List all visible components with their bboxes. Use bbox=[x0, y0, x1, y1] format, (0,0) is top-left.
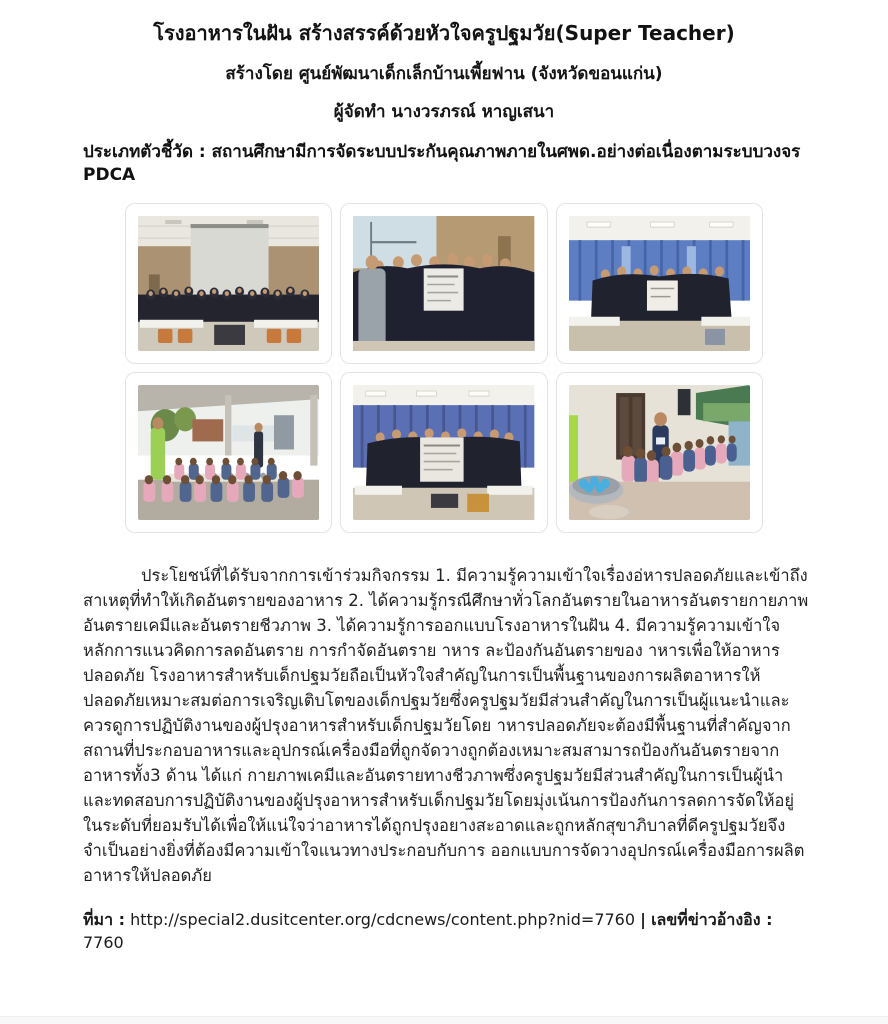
photo-group-display-board bbox=[353, 385, 534, 520]
photo-meeting-hall-group bbox=[138, 216, 319, 351]
photo-card-5[interactable] bbox=[340, 372, 547, 533]
source-url-link[interactable]: http://special2.dusitcenter.org/cdcnews/content.php?nid=7760 bbox=[130, 910, 636, 930]
document-header bbox=[0, 0, 888, 187]
benefits-paragraph: ประโยชน์ที่ได้รับจากการเข้าร่วมกิจกรรม 1. มีความรู้ความเข้าใจเรื่องอ่หารปลอดภัยและเข้าถึงสาเหตุที่ทำให้เกิดอันตรายของอาหาร 2. ได้ความรู้กรณีศึกษาทั่วโลกอันตรายในอาหารอันตรายกายภาพอันตรายเคมีและอันตรายชีวภาพ 3. ได้ความรู้การออกแบบโรงอาหารในฝัน 4. มีความรู้ความเข้าใจหลักการแนวคิดการลดอันตราย การกำจัดอันตราย าหาร ละป้องกันอันตรายของ าหารเพื่อให้อาหารปลอดภัย โรงอาหารสำหรับเด็กปฐมวัยถือเป็นหัวใจสำคัญในการเป็นพื้นฐานของการผลิตอาหารให้ปลอดภัยเหมาะสมต่อการเจริญเติบโตของเด็กปฐมวัยซึ่งครูปฐมวัยมีส่วนสำคัญในการเป็นผู้แนะนำและควรดูการปฏิบัติงานของผู้ปรุงอาหารสำหรับเด็กปฐมวัยโดย าหารปลอดภัยจะต้องมีพื้นฐานที่สำคัญจากสถานที่ประกอบอาหารและอุปกรณ์เครื่องมือที่ถูกจัดวางถูกต้องเหมาะสมสามารถป้องกันอันตรายจากอาหารทั้ง3 ด้าน ได้แก่ กายภาพเคมีและอันตรายทางชีวภาพซึ่งครูปฐมวัยมีส่วนสำคัญในการเป็นผู้นำและทดสอบการปฏิบัติงานของผู้ปรุงอาหารสำหรับเด็กปฐมวัยโดยมุ่งเน้นการป้องกันการลดการจัดให้อยู่ในระดับที่ยอมรับได้เพื่อให้แน่ใจว่าอาหารได้ถูกปรุงอยางสะอาดและถูกหลักสุขาภิบาลที่ดีครูปฐมวัยจึงจำเป็นอย่างยิ่งที่ต้องมีความเข้าใจแนวทางประกอบกับการ ออกแบบการจัดวางอุปกรณ์เครื่องมือการผลิตอาหารให้ปลอดภัย bbox=[83, 566, 809, 886]
reference-label: เลขที่ข่าวอ้างอิง : bbox=[651, 910, 773, 930]
photo-blue-curtain-room-group bbox=[569, 216, 750, 351]
indicator-line: ประเภทตัวชี้วัด : สถานศึกษามีการจัดระบบประกันคุณภาพภายในศพด.อย่างต่อเนื่องตามระบบวงจร PDCA bbox=[83, 142, 801, 186]
photo-card-2[interactable] bbox=[340, 203, 547, 364]
page-subtitle: สร้างโดย ศูนย์พัฒนาเด็กเล็กบ้านเพี้ยฟาน (จังหวัดขอนแก่น) bbox=[225, 64, 663, 84]
footer-strip bbox=[0, 1016, 888, 1024]
photo-children-lunch-outdoor bbox=[138, 385, 319, 520]
photo-card-6[interactable] bbox=[556, 372, 763, 533]
photo-card-4[interactable] bbox=[125, 372, 332, 533]
reference-number: 7760 bbox=[83, 933, 124, 953]
photo-children-queue bbox=[569, 385, 750, 520]
source-line bbox=[83, 908, 810, 952]
photo-card-1[interactable] bbox=[125, 203, 332, 364]
photo-grid bbox=[125, 203, 763, 533]
photo-group-with-poster bbox=[353, 216, 534, 351]
author-line: ผู้จัดทำ นางวรภรณ์ หาญเสนา bbox=[333, 102, 555, 123]
source-label: ที่มา : bbox=[83, 910, 126, 930]
photo-card-3[interactable] bbox=[556, 203, 763, 364]
page-title: โรงอาหารในฝัน สร้างสรรค์ด้วยหัวใจครูปฐมวัย(Super Teacher) bbox=[153, 21, 735, 45]
source-separator: | bbox=[640, 910, 646, 930]
